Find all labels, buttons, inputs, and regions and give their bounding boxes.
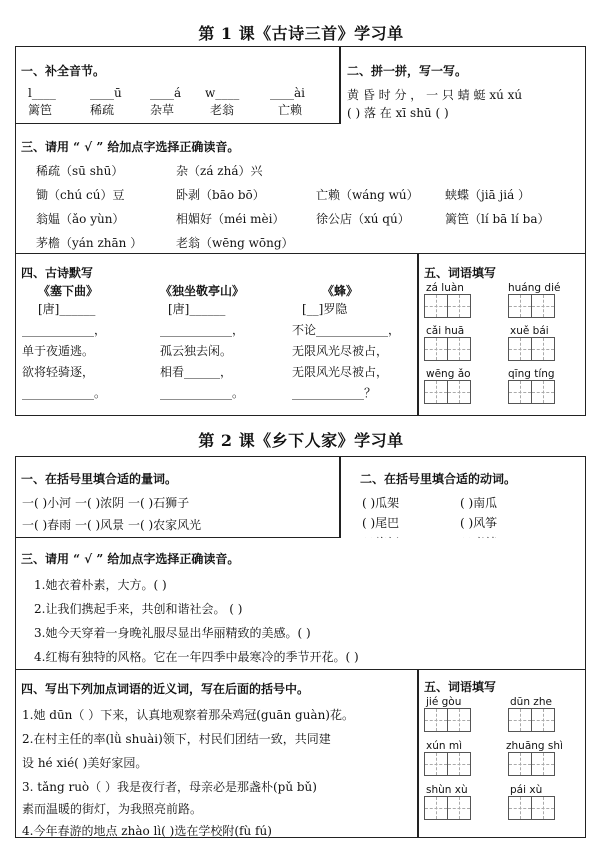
l1-s3-option[interactable]: 蛱蝶（jiā jiá ） [445,188,531,202]
l1-s5-pinyin: huáng dié [508,282,561,294]
l1-s5-grid[interactable] [424,337,470,361]
l1-s5-grid[interactable] [424,294,470,318]
l1-s3-heading: 三、请用 “ √ ” 给加点字选择正确读音。 [21,140,240,154]
l1-s1-word-3: 杂草 [150,103,175,117]
poem3-line1[interactable]: 不论____________， [292,323,401,337]
l2-s5-grid[interactable] [424,752,470,776]
poem3-line4[interactable]: ____________？ [292,386,377,400]
l1-s3-option[interactable]: 杂（zá zhá）兴 [176,164,263,178]
poem3-title: 《蜂》 [322,284,359,298]
l2-s5-pinyin: shùn xù [426,784,468,796]
l1-s2-line-2[interactable]: ( ) 落 在 xī shū ( ) [347,106,449,120]
l2-s5-grid[interactable] [424,708,470,732]
l2-s1-row-2[interactable]: 一( )春雨 一( )风景 一( )农家风光 [22,518,202,532]
l1-s3-option[interactable]: 篱笆（lí bā lí ba） [445,212,550,226]
l2-s3-heading: 三、请用 “ √ ” 给加点字选择正确读音。 [21,552,240,566]
l1-s5-grid[interactable] [424,380,470,404]
l2-s1-heading: 一、在括号里填合适的量词。 [21,472,178,486]
l2-s4-line-2[interactable]: 2.在村主任的率(lǜ shuài)领下，村民们团结一致，共同建 [22,732,331,746]
poem2-line2: 孤云独去闲。 [160,344,233,358]
l1-s5-pinyin: cǎi huā [426,325,465,337]
l2-s1-row-1[interactable]: 一( )小河 一( )浓阴 一( )石狮子 [22,496,190,510]
l1-s3-option[interactable]: 翁媪（ǎo yùn） [36,212,125,226]
l2-s5-pinyin: xún mì [426,740,463,752]
l2-s4-line-1[interactable]: 1.她 dūn（ ）下来，认真地观察着那朵鸡冠(guān guàn)花。 [22,708,354,722]
poem1-line2: 单于夜遁逃。 [22,344,95,358]
l1-s2-heading: 二、拼一拼，写一写。 [347,64,468,78]
l1-s3-option[interactable]: 卧剥（bāo bō） [176,188,265,202]
l1-s5-grid[interactable] [508,337,554,361]
l1-s5-grid[interactable] [508,294,554,318]
l1-s1-word-4: 老翁 [210,103,235,117]
l1-s1-word-1: 篱笆 [28,103,53,117]
poem2-line4[interactable]: ____________。 [160,386,245,400]
l2-s2-item[interactable]: ( )瓜架 [362,496,400,510]
l2-s5-heading: 五、词语填写 [424,680,497,694]
poem2-line1[interactable]: ____________， [160,323,245,337]
l1-s3-option[interactable]: 老翁（wēng wōng） [176,236,294,250]
l1-s5-pinyin: qīng tíng [508,368,555,380]
poem2-line3[interactable]: 相看______， [160,365,233,379]
l1-s3-option[interactable]: 相媚好（méi mèi） [176,212,285,226]
l2-s3-item-1[interactable]: 1.她衣着朴素，大方。( ) [34,578,167,592]
l1-s3-option[interactable]: 稀疏（sū shū） [36,164,124,178]
l1-s5-pinyin: wēng ǎo [426,368,471,380]
poem1-author[interactable]: [唐]______ [38,302,96,316]
l2-s2-heading: 二、在括号里填合适的动词。 [360,472,517,486]
l2-s5-grid[interactable] [508,796,554,820]
l2-s5-pinyin: dūn zhe [510,696,552,708]
l1-s3-option[interactable]: 茅檐（yán zhān ） [36,236,143,250]
l1-s2-line-1: 黄 昏 时 分 ， 一 只 蜻 蜓 xú xú [347,88,523,102]
lesson1-title: 第 1 课《古诗三首》学习单 [198,24,404,43]
poem3-author[interactable]: [__]罗隐 [302,302,348,316]
l2-s3-item-3[interactable]: 3.她今天穿着一身晚礼服尽显出华丽精致的美感。( ) [34,626,311,640]
l1-s1-word-2: 稀疏 [90,103,115,117]
l2-s2-item[interactable]: ( )南瓜 [460,496,498,510]
l2-s4-heading: 四、写出下列加点词语的近义词，写在后面的括号中。 [21,682,310,696]
lesson2-title: 第 2 课《乡下人家》学习单 [198,431,404,450]
l1-s5-pinyin: xuě bái [510,325,549,337]
l1-s1-py-2[interactable]: ____ū [90,86,122,100]
l2-s5-pinyin: pái xù [510,784,543,796]
poem2-title: 《独坐敬亭山》 [160,284,245,298]
l1-s1-py-3[interactable]: ____á [150,86,182,100]
l1-s5-pinyin: zá luàn [426,282,464,294]
l2-s4-line-3[interactable]: 设 hé xié( )美好家园。 [22,756,148,770]
l2-s3-item-4[interactable]: 4.红梅有独特的风格。它在一年四季中最寒冷的季节开花。( ) [34,650,359,664]
l2-s4-line-4[interactable]: 3. tǎng ruò（ ）我是夜行者，母亲必是那盏朴(pǔ bǔ) [22,780,317,794]
l1-s1-py-4[interactable]: w____ [205,86,240,100]
l1-s3-option[interactable]: 亡赖（wáng wú） [316,188,419,202]
l1-s4-heading: 四、古诗默写 [21,266,94,280]
l2-s5-grid[interactable] [508,752,554,776]
l1-s3-option[interactable]: 锄（chú cú）豆 [36,188,125,202]
l2-s2-item[interactable]: ( )风筝 [460,516,498,530]
poem3-line2: 无限风光尽被占， [292,344,389,358]
l1-s5-heading: 五、词语填写 [424,266,497,280]
l1-s1-py-1[interactable]: l____ [28,86,56,100]
l1-s5-grid[interactable] [508,380,554,404]
l2-s5-pinyin: jié gòu [426,696,462,708]
l1-s1-word-5: 亡赖 [278,103,303,117]
poem1-title: 《塞下曲》 [38,284,99,298]
l1-s1-heading: 一、补全音节。 [21,64,106,78]
l2-s5-grid[interactable] [424,796,470,820]
poem1-line3: 欲将轻骑逐， [22,365,95,379]
poem1-line4[interactable]: ____________。 [22,386,107,400]
poem1-line1[interactable]: ____________， [22,323,107,337]
l1-s3-option[interactable]: 徐公店（xú qú） [316,212,410,226]
poem2-author[interactable]: [唐]______ [168,302,226,316]
l2-s5-pinyin: zhuāng shì [506,740,563,752]
l2-s4-line-5: 素而温暖的街灯，为我照亮前路。 [22,802,203,816]
l2-s4-line-6[interactable]: 4.今年春游的地点 zhào lì( )选在学校附(fù fú) [22,824,272,838]
l1-s1-py-5[interactable]: ____ài [270,86,305,100]
l2-s5-grid[interactable] [508,708,554,732]
l2-s2-overlap [340,538,586,580]
poem3-line3: 无限风光尽被占， [292,365,389,379]
l2-s2-item[interactable]: ( )尾巴 [362,516,400,530]
l2-s3-item-2[interactable]: 2.让我们携起手来，共创和谐社会。 ( ) [34,602,243,616]
